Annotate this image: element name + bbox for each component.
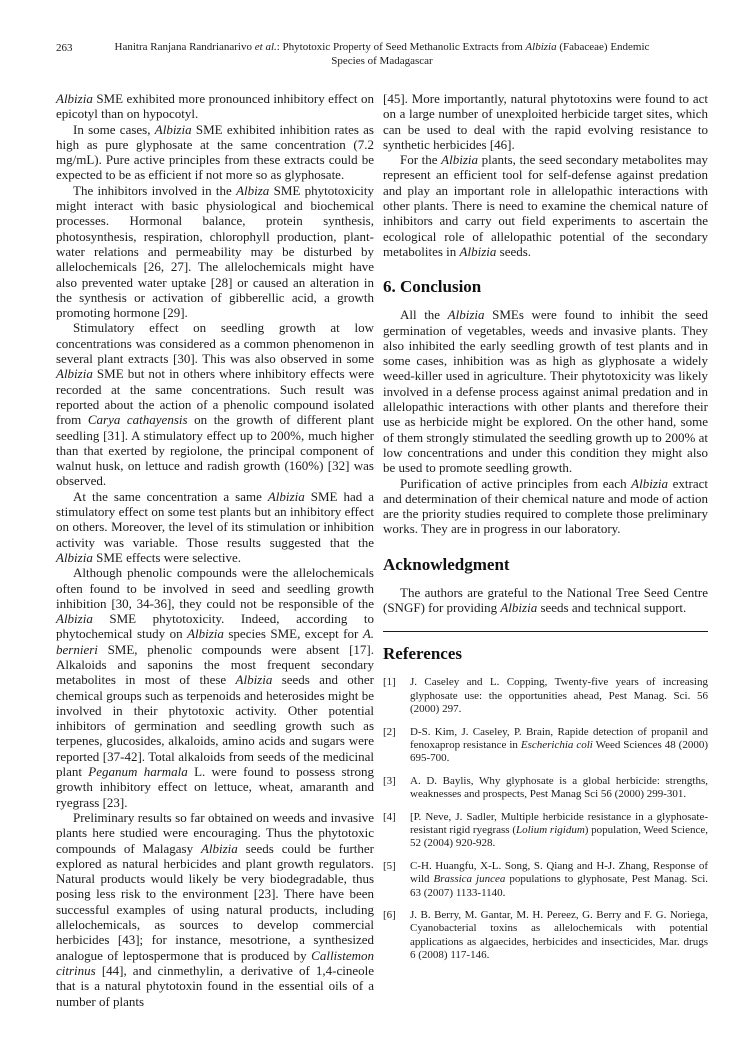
reference-item bbox=[383, 775, 708, 802]
body-paragraph: Purification of active principles from each Albizia extract and determination of their chemical nature and mode of action are the priority studies required to complete those preliminary works. They are in progress in our laboratory. bbox=[383, 475, 708, 537]
reference-text: [P. Neve, J. Sadler, Multiple herbicide resistance in a glyphosate-resistant rigid ryegrass (Lolium rigidum) population, Weed Science, 52 (2004) 920-928. bbox=[410, 810, 708, 850]
body-paragraph: Although phenolic compounds were the allelochemicals often found to be involved in seed and seedling growth inhibition [30, 34-36], they could not be responsible of the Albizia SME phytotoxicity. Indeed, according to phytochemical study on Albizia species SME, except for A. bernieri SME, phenolic compounds were absent [17]. Alkaloids and saponins the most frequent secondary metabolites in most of these Albizia seeds and other chemical groups such as terpenoids and heterosides might be involved in their phytotoxic activity. Other potential inhibitors of germination and seedling growth such as terpenes, glucosides, alkaloids, amino acids and sugars were reported [37-42]. Total alkaloids from seeds of the medicinal plant Peganum harmala L. were found to possess strong growth inhibitory effect on lettuce, wheat, amaranth and ryegrass [23]. bbox=[56, 565, 375, 810]
page-header bbox=[56, 40, 708, 68]
reference-text: A. D. Baylis, Why glyphosate is a global herbicide: strengths, weaknesses and prospects, Pest Manag Sci 56 (2000) 299-301. bbox=[410, 774, 708, 801]
section-divider bbox=[383, 631, 708, 632]
reference-item bbox=[383, 909, 708, 963]
reference-item bbox=[383, 811, 708, 851]
running-title-line2: Species of Madagascar bbox=[331, 55, 433, 67]
acknowledgment-paragraphs bbox=[383, 585, 708, 616]
body-paragraph: Preliminary results so far obtained on weeds and invasive plants here studied were encouraging. Thus the phytotoxic compounds of Malagasy Albizia seeds could be further explored as natural herbicides and plant growth regulators. Natural products would likely be very biodegradable, thus posing less risk to the environment [23]. There have been successful examples of using natural products, including allelochemicals, as sources to develop commercial herbicides [43]; for instance, mesotrione, a synthesized analogue of leptospermone that is produced by Callistemon citrinus [44], and cinmethylin, a derivative of 1,4-cineole that is a natural phytotoxin found in the essential oils of a number of plants bbox=[56, 809, 374, 1009]
left-column bbox=[56, 91, 374, 1009]
reference-text: J. Caseley and L. Copping, Twenty-five years of increasing glyphosate use: the opportunities ahead, Pest Manag. Sci. 56 (2000) 297. bbox=[410, 676, 708, 716]
body-paragraph: For the Albizia plants, the seed secondary metabolites may represent an efficient tool for self-defense against predation and play an important role in allelopathic interactions with other plants. There is need to examine the chemical nature of inhibitors and carry out field experiments to ascertain the ecological role of allelopathic potential of the secondary metabolites in Albizia seeds. bbox=[383, 152, 708, 259]
reference-text: J. B. Berry, M. Gantar, M. H. Pereez, G. Berry and F. G. Noriega, Cyanobacterial toxins as allelochemicals with potential applications as algaecides, herbicides and insecticides, Mar. drugs 6 (2008) 117-146. bbox=[410, 909, 708, 962]
page-number: 263 bbox=[56, 42, 73, 54]
body-paragraph: The inhibitors involved in the Albiza SME phytotoxicity might interact with basic physiological and biochemical processes. Hormonal balance, protein synthesis, photosynthesis, respiration, chlorophyll production, plant-water relations and permeability may be disturbed by allelochemicals [26, 27]. The allelochemicals might have also prevented water uptake [28] or caused an alteration in the synthesis or activation of gibberellic acid, a growth promoting hormone [29]. bbox=[56, 182, 374, 321]
reference-text: D-S. Kim, J. Caseley, P. Brain, Rapide detection of propanil and fenoxaprop resistance in Escherichia coli Weed Sciences 48 (2000) 695-700. bbox=[410, 725, 708, 765]
reference-number: [4] bbox=[383, 810, 396, 823]
conclusion-paragraphs bbox=[383, 307, 708, 536]
references-heading: References bbox=[383, 644, 462, 664]
reference-text: C-H. Huangfu, X-L. Song, S. Qiang and H-J. Zhang, Response of wild Brassica juncea populations to glyphosate, Pest Manag. Sci. 63 (2007) 1133-1140. bbox=[410, 859, 708, 899]
acknowledgment-heading: Acknowledgment bbox=[383, 554, 510, 574]
body-paragraph: Albizia SME exhibited more pronounced inhibitory effect on epicotyl than on hypocotyl. bbox=[56, 91, 374, 122]
body-paragraph: In some cases, Albizia SME exhibited inhibition rates as high as pure glyphosate at the same concentration (7.2 mg/mL). Pure active principles from these extracts could be expected to be as efficient if not more so as glyphosate. bbox=[56, 121, 374, 183]
body-paragraph: Stimulatory effect on seedling growth at low concentrations was considered as a common phenomenon in several plant extracts [30]. This was also observed in some Albizia SME but not in others where inhibitory effects were recorded at the same concentrations. Such result was reported about the action of a phenolic compound isolated from Carya cathayensis on the growth of different plant seedling [31]. A stimulatory effect up to 200%, much higher than that exerted by regiolone, the principal component of walnut husk, on lettuce and radish growth (160%) [32] was observed. bbox=[56, 320, 374, 489]
running-title bbox=[56, 40, 708, 68]
reference-item bbox=[383, 726, 708, 766]
body-paragraph: The authors are grateful to the National Tree Seed Centre (SNGF) for providing Albizia seeds and technical support. bbox=[383, 584, 708, 616]
body-paragraph: At the same concentration a same Albizia SME had a stimulatory effect on some test plants but an inhibitory effect on others. Moreover, the level of its stimulation or inhibition activity was variable. Those results suggested that the Albizia SME effects were selective. bbox=[56, 488, 374, 565]
reference-number: [1] bbox=[383, 676, 396, 689]
reference-item bbox=[383, 860, 708, 900]
body-paragraph: [45]. More importantly, natural phytotoxins were found to act on a large number of unexploited herbicide target sites, which can be used to deal with the rapid evolving resistance to synthetic herbicides [46]. bbox=[383, 91, 708, 152]
two-column-body bbox=[56, 91, 708, 1009]
reference-number: [6] bbox=[383, 909, 396, 921]
body-paragraph: All the Albizia SMEs were found to inhibit the seed germination of vegetables, weeds and invasive plants. They also inhibited the early seedling growth of test plants and in some cases, inhibition was as high as glyphosate a widely weed-killer used in agriculture. Their phytotoxicity was likely involved in a defense process against animal predation and in allelopathic interactions with other plants and therefore their use as herbicide might be explored. On the other hand, some of them strongly stimulated the seedling growth up to 200% at low concentrations and under this condition they might also be used to promote seedling growth. bbox=[383, 307, 709, 476]
running-title-line1: Hanitra Ranjana Randrianarivo et al.: Phytotoxic Property of Seed Methanolic Extracts from Albizia (Fabaceae) Endemic bbox=[114, 41, 650, 53]
reference-number: [2] bbox=[383, 725, 396, 738]
conclusion-heading: 6. Conclusion bbox=[383, 277, 482, 297]
right-intro-paragraphs bbox=[383, 91, 708, 259]
reference-number: [5] bbox=[383, 859, 396, 872]
reference-item bbox=[383, 676, 708, 716]
reference-number: [3] bbox=[383, 774, 396, 787]
right-column bbox=[383, 91, 708, 1009]
references-list bbox=[383, 676, 708, 962]
